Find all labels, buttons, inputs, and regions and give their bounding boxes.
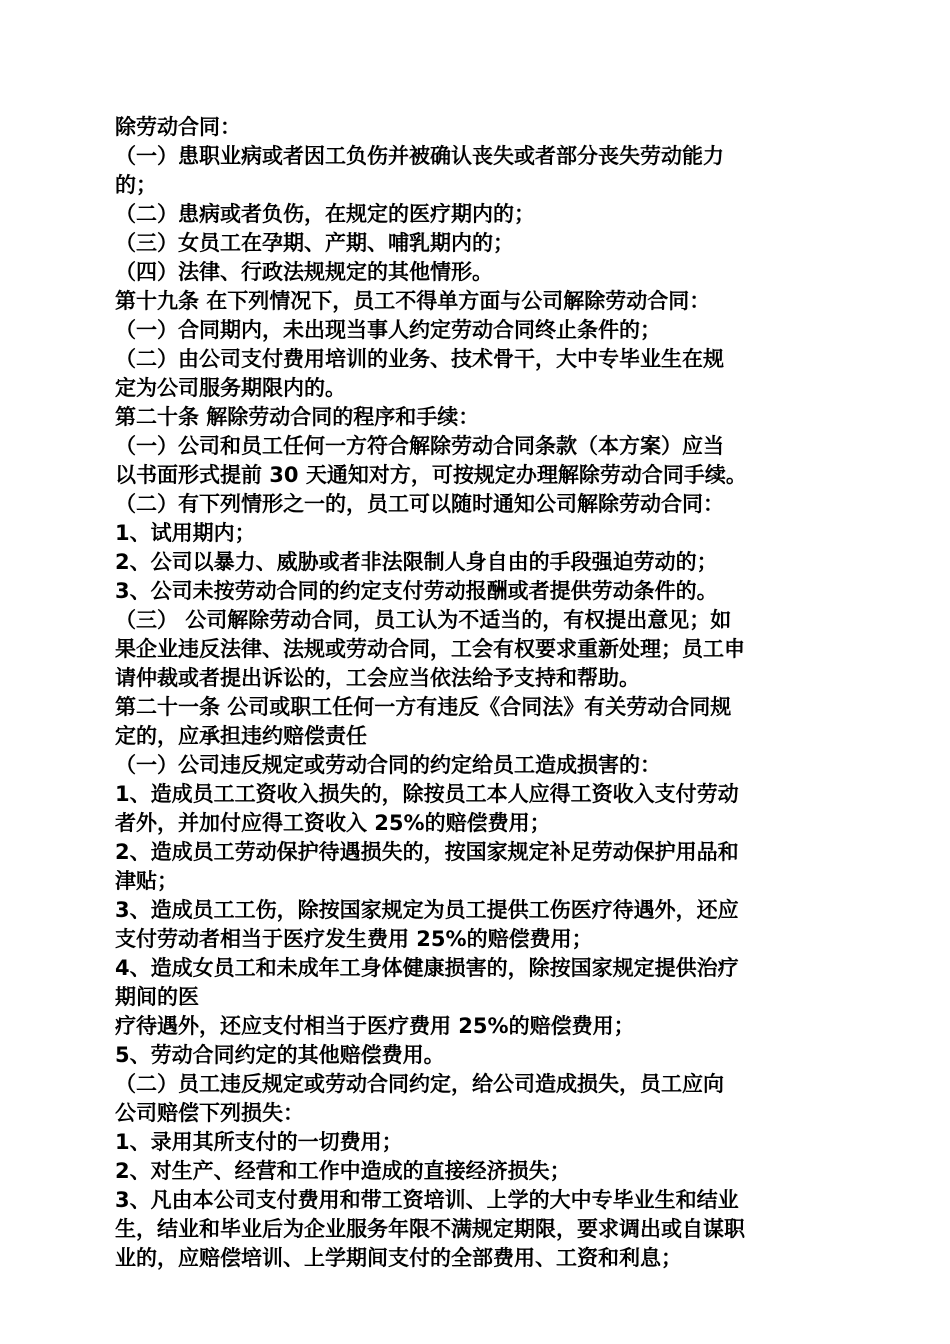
document-body [115,113,840,1273]
text-line: 第二十一条 公司或职工任何一方有违反《合同法》有关劳动合同规 [115,695,732,719]
text-line: 定的，应承担违约赔偿责任 [115,724,367,748]
text-line: 果企业违反法律、法规或劳动合同，工会有权要求重新处理；员工申 [115,637,745,661]
text-line: 3、凡由本公司支付费用和带工资培训、上学的大中专毕业生和结业 [115,1188,739,1212]
text-line: 3、造成员工工伤，除按国家规定为员工提供工伤医疗待遇外，还应 [115,898,739,922]
text-line: 者外，并加付应得工资收入 25%的赔偿费用； [115,811,551,835]
text-line: （一）患职业病或者因工负伤并被确认丧失或者部分丧失劳动能力 [115,144,724,168]
text-line: 业的，应赔偿培训、上学期间支付的全部费用、工资和利息； [115,1246,682,1270]
text-line: （一）公司和员工任何一方符合解除劳动合同条款（本方案）应当 [115,434,724,458]
text-line: 定为公司服务期限内的。 [115,376,346,400]
text-line: 1、造成员工工资收入损失的，除按员工本人应得工资收入支付劳动 [115,782,739,806]
text-line: 除劳动合同： [115,115,241,139]
text-line: 5、劳动合同约定的其他赔偿费用。 [115,1043,445,1067]
text-line: （二）患病或者负伤，在规定的医疗期内的； [115,202,535,226]
text-line: 生，结业和毕业后为企业服务年限不满规定期限，要求调出或自谋职 [115,1217,745,1241]
text-line: （四）法律、行政法规规定的其他情形。 [115,260,493,284]
text-line: 以书面形式提前 30 天通知对方，可按规定办理解除劳动合同手续。 [115,463,747,487]
text-line: 期间的医 [115,985,199,1009]
text-line: 第十九条 在下列情况下，员工不得单方面与公司解除劳动合同： [115,289,711,313]
text-line: 公司赔偿下列损失： [115,1101,304,1125]
text-line: （一）合同期内，未出现当事人约定劳动合同终止条件的； [115,318,661,342]
text-line: （一）公司违反规定或劳动合同的约定给员工造成损害的： [115,753,661,777]
text-line: 的； [115,173,157,197]
text-line: 4、造成女员工和未成年工身体健康损害的，除按国家规定提供治疗 [115,956,739,980]
text-line: （二）员工违反规定或劳动合同约定，给公司造成损失，员工应向 [115,1072,724,1096]
text-line: 2、对生产、经营和工作中造成的直接经济损失； [115,1159,571,1183]
text-line: 2、造成员工劳动保护待遇损失的，按国家规定补足劳动保护用品和 [115,840,739,864]
text-line: （三）女员工在孕期、产期、哺乳期内的； [115,231,514,255]
text-line: 1、试用期内； [115,521,256,545]
text-line: 支付劳动者相当于医疗发生费用 25%的赔偿费用； [115,927,593,951]
text-line: 2、公司以暴力、威胁或者非法限制人身自由的手段强迫劳动的； [115,550,718,574]
text-line: 第二十条 解除劳动合同的程序和手续： [115,405,480,429]
text-line: 疗待遇外，还应支付相当于医疗费用 25%的赔偿费用； [115,1014,635,1038]
text-line: 请仲裁或者提出诉讼的，工会应当依法给予支持和帮助。 [115,666,640,690]
text-line: 3、公司未按劳动合同的约定支付劳动报酬或者提供劳动条件的。 [115,579,718,603]
text-line: （二）有下列情形之一的，员工可以随时通知公司解除劳动合同： [115,492,724,516]
text-line: （二）由公司支付费用培训的业务、技术骨干，大中专毕业生在规 [115,347,724,371]
text-line: 津贴； [115,869,178,893]
text-line: 1、录用其所支付的一切费用； [115,1130,403,1154]
text-line: （三） 公司解除劳动合同，员工认为不适当的，有权提出意见；如 [115,608,732,632]
